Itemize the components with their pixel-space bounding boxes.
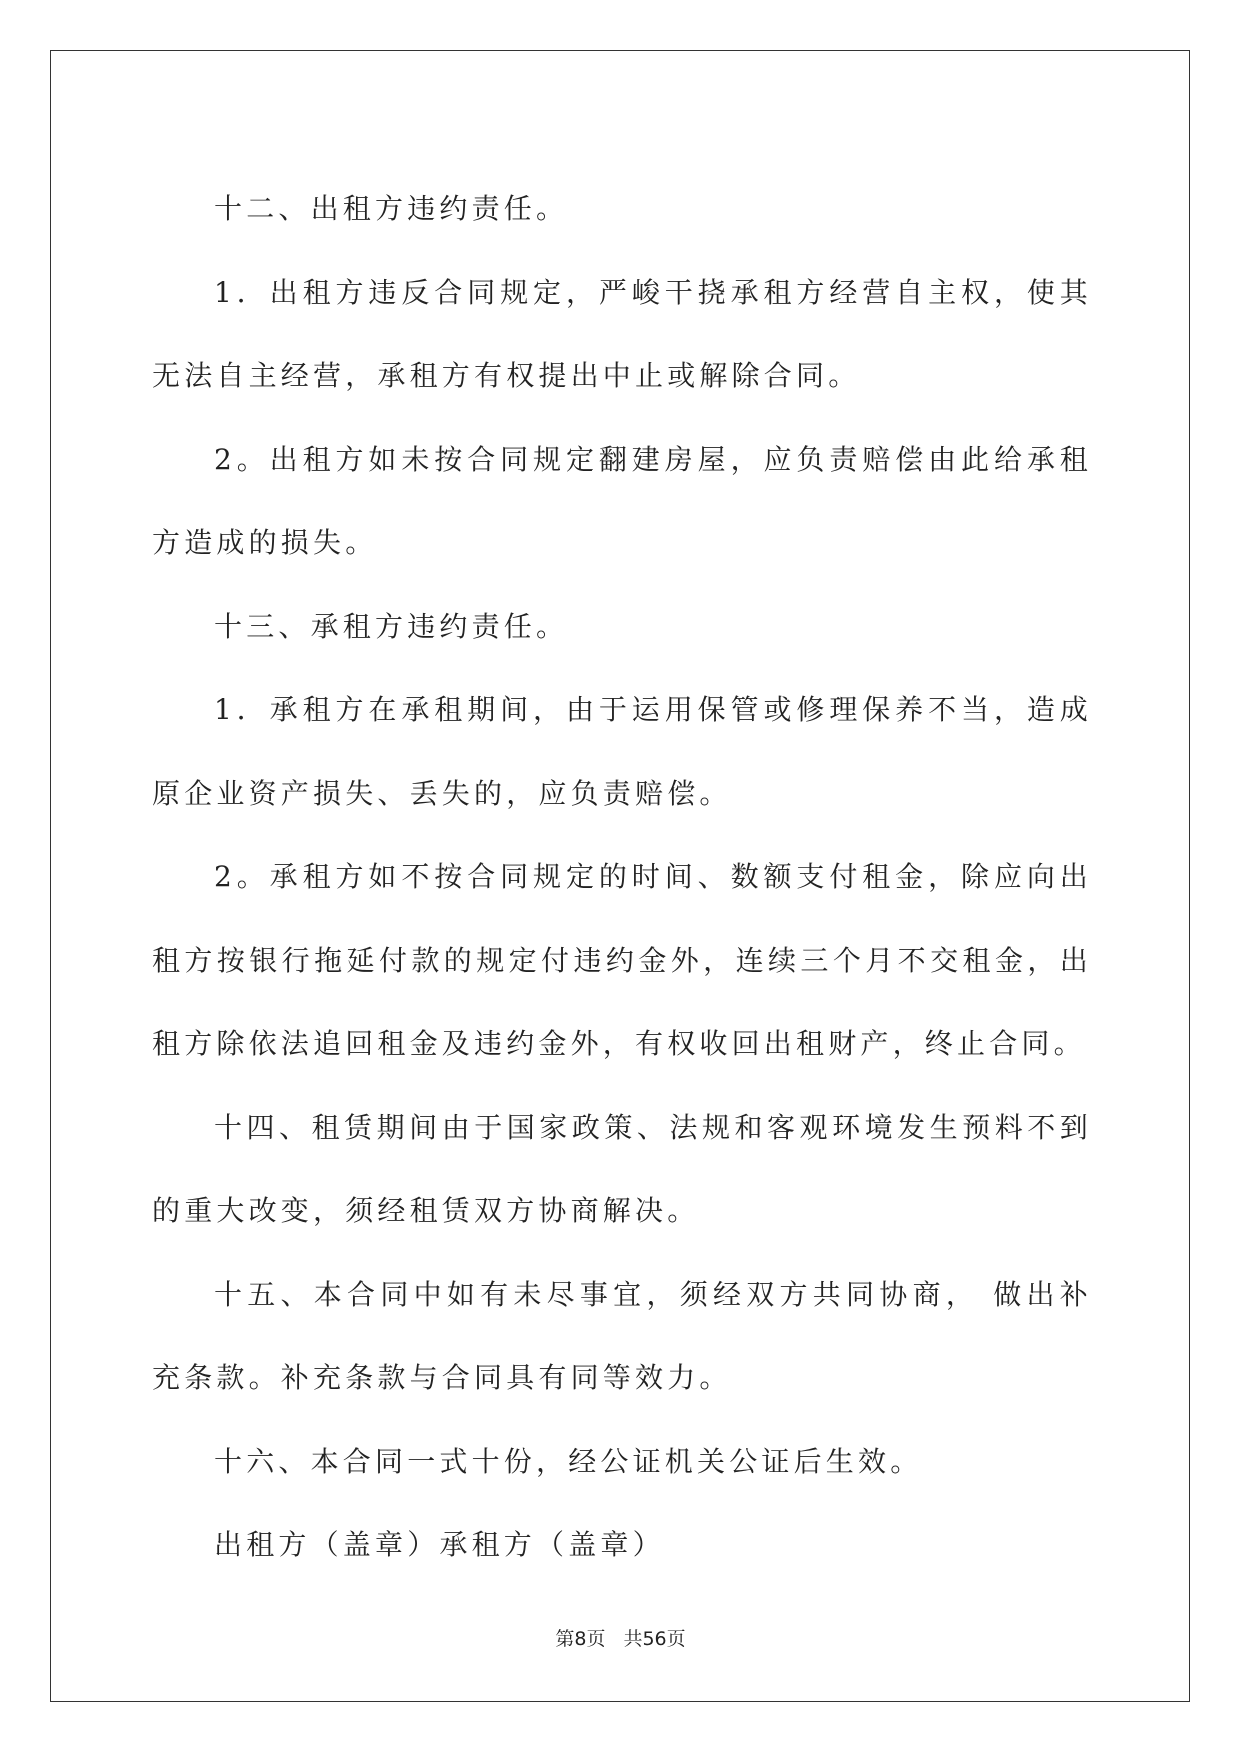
total-pages: 共56页 — [623, 1628, 686, 1650]
paragraph: 1．承租方在承租期间，由于运用保管或修理保养不当，造成原企业资产损失、丢失的，应负责赔偿。 — [152, 693, 1092, 810]
paragraph: 出租方（盖章）承租方（盖章） — [214, 1528, 665, 1561]
paragraph: 2。出租方如未按合同规定翻建房屋，应负责赔偿由此给承租方造成的损失。 — [152, 442, 1092, 559]
paragraph: 十六、本合同一式十份，经公证机关公证后生效。 — [214, 1444, 923, 1478]
paragraph: 1．出租方违反合同规定，严峻干挠承租方经营自主权，使其无法自主经营，承租方有权提出中止或解除合同。 — [152, 275, 1092, 392]
document-body — [152, 167, 1092, 1587]
paragraph: 十三、承租方违约责任。 — [214, 609, 569, 643]
page-footer — [0, 1624, 1241, 1651]
paragraph: 十二、出租方违约责任。 — [214, 192, 569, 225]
paragraph: 2。承租方如不按合同规定的时间、数额支付租金，除应向出租方按银行拖延付款的规定付违约金外，连续三个月不交租金，出租方除依法追回租金及违约金外，有权收回出租财产，终止合同。 — [152, 860, 1092, 1060]
paragraph: 十五、本合同中如有未尽事宜，须经双方共同协商， 做出补 充条款。补充条款与合同具有同等效力。 — [152, 1277, 1092, 1394]
page-number: 第8页 — [555, 1628, 606, 1650]
paragraph: 十四、租赁期间由于国家政策、法规和客观环境发生预料不到的重大改变，须经租赁双方协商解决。 — [152, 1110, 1092, 1227]
